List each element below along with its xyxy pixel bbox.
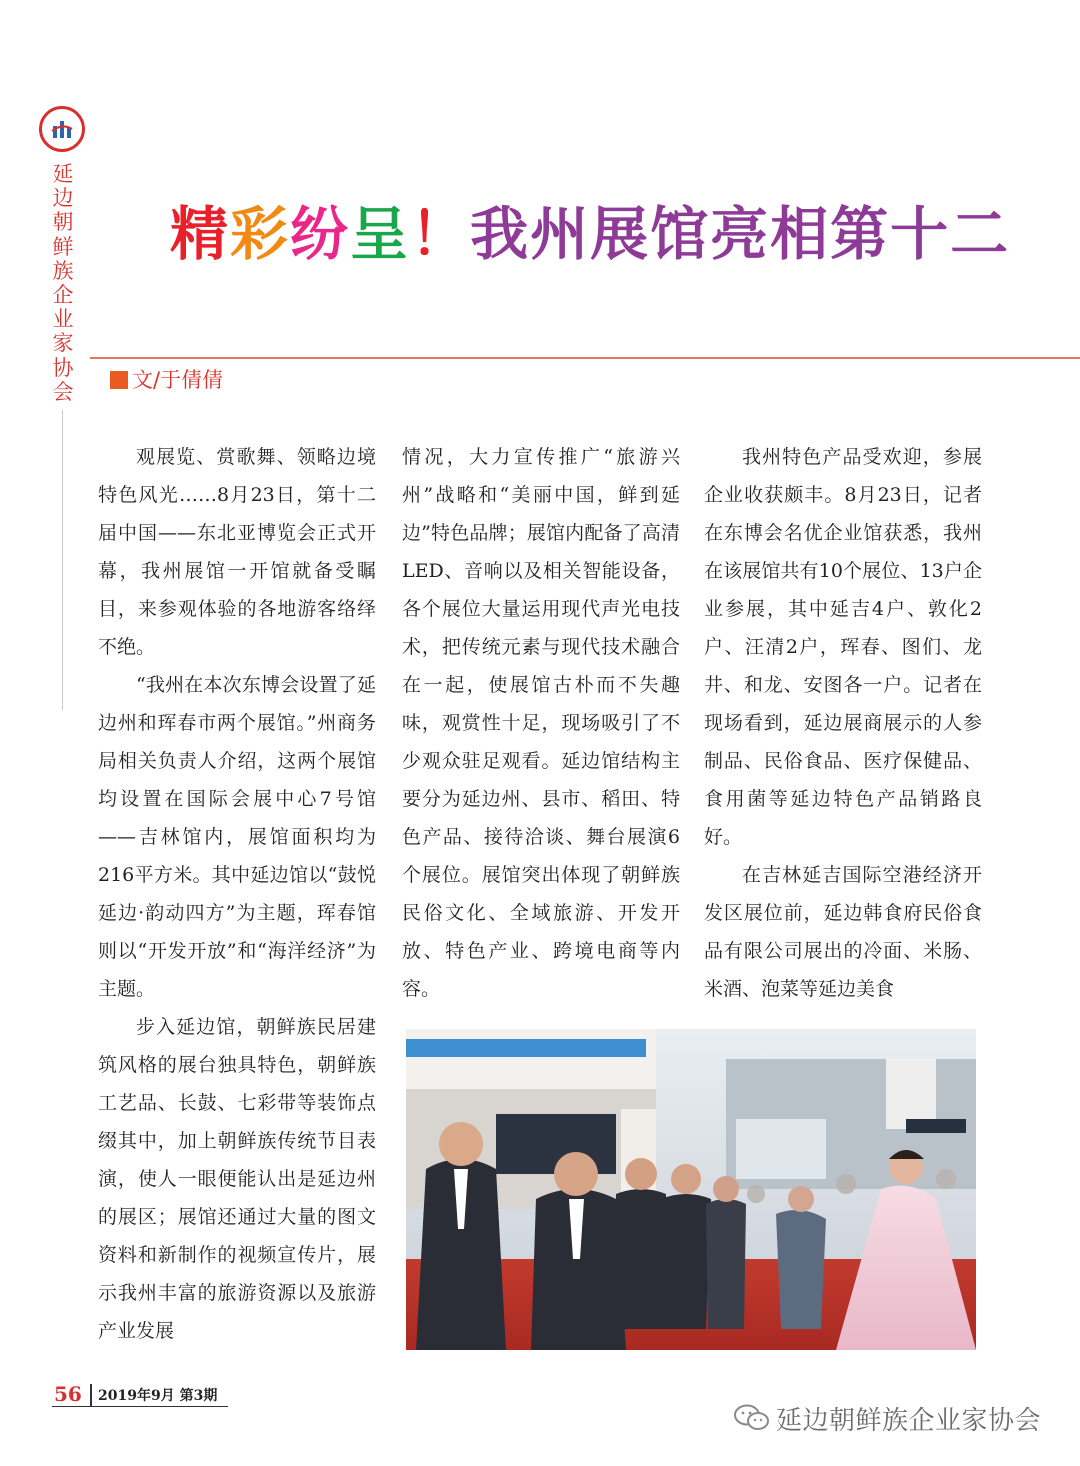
logo-mark-icon — [50, 117, 74, 141]
paragraph: 步入延边馆，朝鲜族民居建筑风格的展台独具特色，朝鲜族工艺品、长鼓、七彩带等装饰点缀其中，加上朝鲜族传统节目表演，使人一眼便能认出是延边州的展区；展馆还通过大量的图文资料和新制作的视频宣传片，展示我州丰富的旅游资源以及旅游产业发展 — [98, 1016, 376, 1342]
expo-photo-illustration — [406, 1029, 976, 1350]
byline — [110, 366, 223, 394]
byline-square-icon — [110, 371, 128, 389]
paragraph: 在吉林延吉国际空港经济开发区展位前，延边韩食府民俗食品有限公司展出的冷面、米肠、米酒、泡菜等延边美食 — [704, 864, 982, 1000]
sidebar — [0, 0, 90, 1466]
sidebar-title: 延边朝鲜族企业家协会 — [52, 162, 74, 404]
issue-label: 2019年9月 第3期 — [98, 1388, 218, 1404]
paragraph: “我州在本次东博会设置了延边州和珲春市两个展馆。”州商务局相关负责人介绍，这两个展馆均设置在国际会展中心7号馆——吉林馆内，展馆面积均为216平方米。其中延边馆以“鼓悦延边·韵动四方”为主题，珲春馆则以“开发开放”和“海洋经济”为主题。 — [98, 674, 376, 1000]
headline-part: 我州展馆亮相第十二 — [470, 200, 1011, 268]
paragraph: 观展览、赏歌舞、领略边境特色风光……8月23日，第十二届中国——东北亚博览会正式开幕，我州展馆一开馆就备受瞩目，来参观体验的各地游客络绎不绝。 — [98, 446, 376, 658]
article-column-1 — [98, 438, 376, 1350]
header-divider — [90, 357, 1080, 359]
expo-photo — [406, 1029, 976, 1350]
article-headline — [170, 198, 1010, 270]
wechat-icon — [734, 1404, 770, 1432]
headline-part: 呈 — [350, 200, 411, 268]
headline-part: 精 — [170, 200, 231, 268]
sidebar-divider — [62, 410, 63, 710]
article-column-2 — [402, 438, 680, 1008]
footer-separator — [90, 1384, 92, 1406]
headline-part: ！ — [410, 200, 471, 268]
page-number: 56 — [54, 1382, 82, 1406]
wechat-watermark: 延边朝鲜族企业家协会 — [776, 1406, 1042, 1436]
article-column-3 — [704, 438, 982, 1008]
paragraph: 情况，大力宣传推广“旅游兴州”战略和“美丽中国，鲜到延边”特色品牌；展馆内配备了高清LED、音响以及相关智能设备，各个展位大量运用现代声光电技术，把传统元素与现代技术融合在一起，使展馆古朴而不失趣味，观赏性十足，现场吸引了不少观众驻足观看。延边馆结构主要分为延边州、县市、稻田、特色产品、接待洽谈、舞台展演6个展位。展馆突出体现了朝鲜族民俗文化、全域旅游、开发开放、特色产业、跨境电商等内容。 — [402, 446, 680, 1000]
association-logo — [39, 106, 85, 152]
headline-part: 纷 — [290, 200, 351, 268]
headline-part: 彩 — [230, 200, 291, 268]
footer-underline — [52, 1406, 228, 1407]
paragraph: 我州特色产品受欢迎，参展企业收获颇丰。8月23日，记者在东博会名优企业馆获悉，我州在该展馆共有10个展位、13户企业参展，其中延吉4户、敦化2户、汪清2户，珲春、图们、龙井、和龙、安图各一户。记者在现场看到，延边展商展示的人参制品、民俗食品、医疗保健品、食用菌等延边特色产品销路良好。 — [704, 446, 982, 848]
byline-text: 文/于倩倩 — [132, 368, 224, 392]
